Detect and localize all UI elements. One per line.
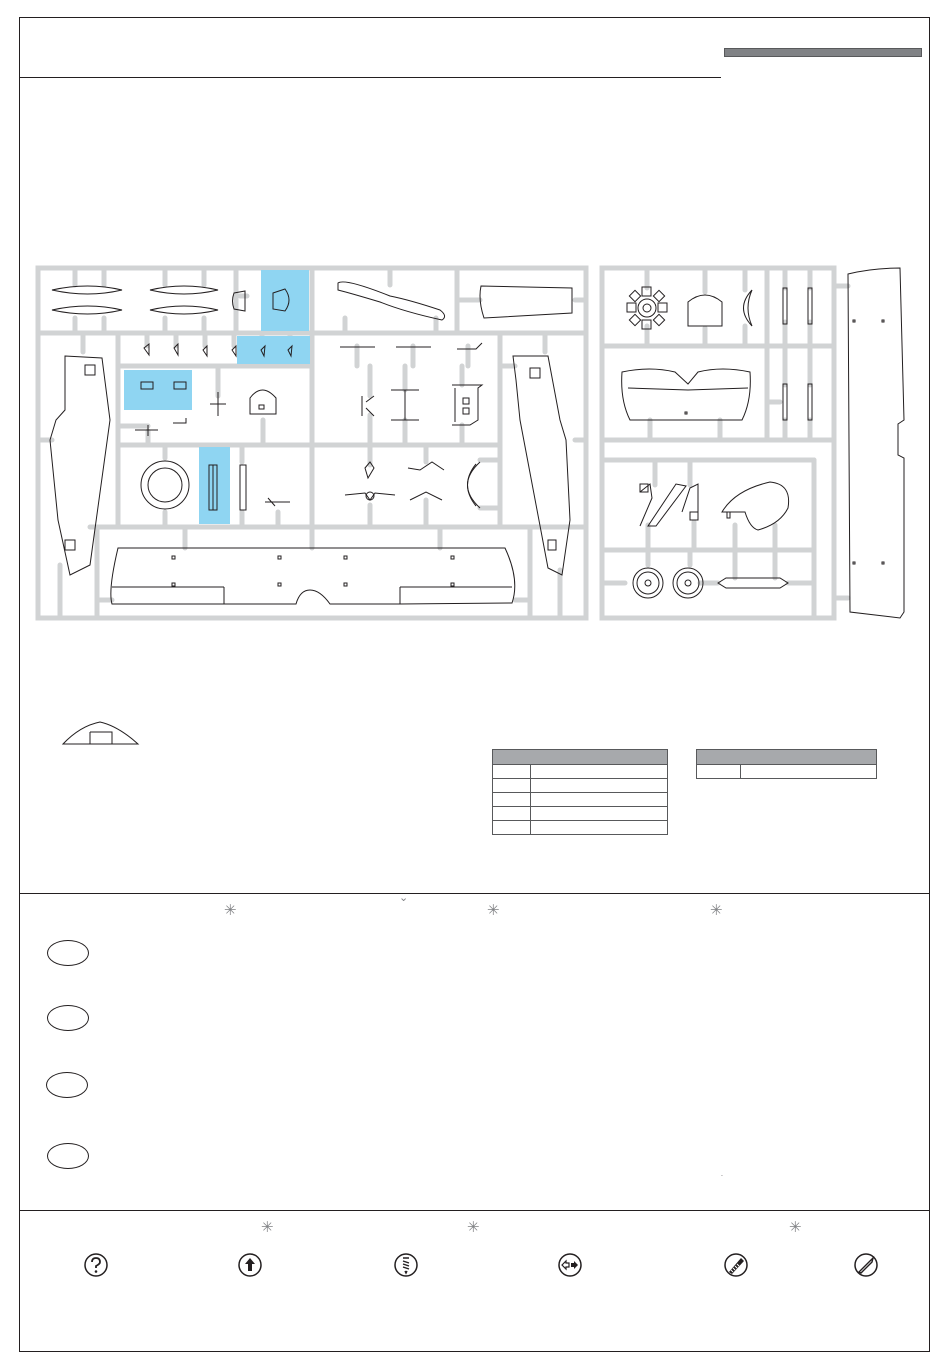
star-icon: ✳ — [224, 902, 237, 919]
table-row — [493, 793, 668, 807]
table-row — [493, 807, 668, 821]
left-sprue-runners — [38, 268, 586, 618]
star-icon: ✳ — [467, 1219, 480, 1236]
star-icon: ✳ — [789, 1219, 802, 1236]
right-sprue-runners — [602, 268, 848, 618]
decal-part — [63, 722, 138, 744]
star-icon: ✳ — [710, 902, 723, 919]
up-arrow-icon — [237, 1252, 263, 1278]
footnote-mark: ˙ — [721, 1174, 724, 1183]
chevron-down-icon: ⌄ — [399, 892, 409, 904]
table-row — [493, 779, 668, 793]
paint-table-1-header — [493, 750, 668, 765]
table-row — [697, 765, 877, 779]
step-2-marker — [47, 1005, 89, 1031]
paint-table-1 — [492, 749, 668, 835]
knife-icon — [853, 1252, 879, 1278]
question-icon — [83, 1252, 109, 1278]
paint-table-2-header — [697, 750, 877, 765]
table-row — [493, 821, 668, 835]
step-3-marker — [46, 1072, 88, 1098]
drill-icon — [393, 1252, 419, 1278]
table-row — [493, 765, 668, 779]
star-icon: ✳ — [487, 902, 500, 919]
saw-icon — [723, 1252, 749, 1278]
right-sprue-parts — [622, 268, 904, 618]
star-icon: ✳ — [261, 1219, 274, 1236]
option-arrow-icon — [557, 1252, 583, 1278]
step-4-marker — [47, 1143, 89, 1169]
paint-table-2 — [696, 749, 877, 779]
step-1-marker — [47, 940, 89, 966]
